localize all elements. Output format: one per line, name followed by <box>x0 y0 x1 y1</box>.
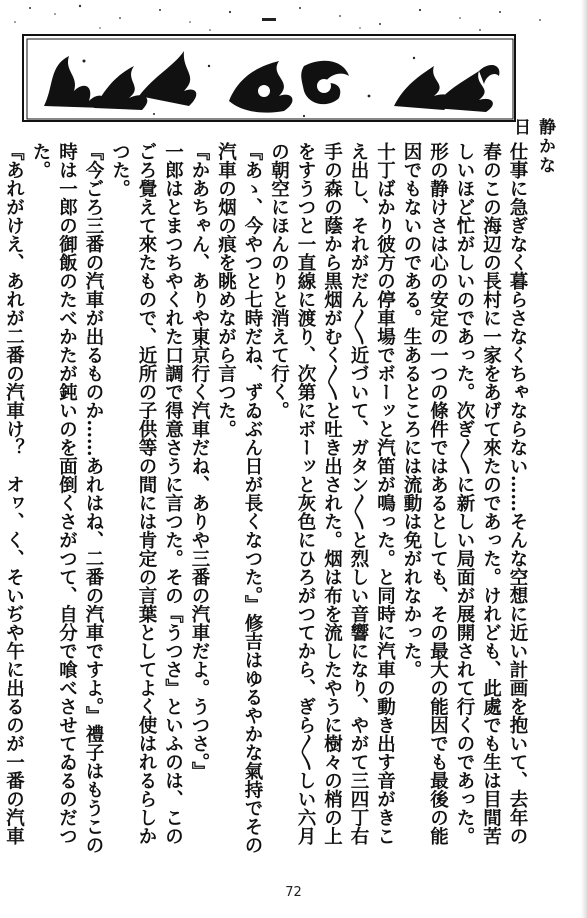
paragraph: 『かあちゃん、ありや東京行く汽車だね、ありや三番の汽車だよ。うつさ。』 <box>189 142 210 781</box>
decorative-flame-banner <box>24 36 518 124</box>
paragraph: 仕事に急ぎなく暮らさなくちゃならない……そんな空想に近い計画を抱いて、去年の春のこの海辺の長村に一家をあげて來たのであった。けれども、此處でも生は目間苦しいほど忙がしいのであった。次ぎ〳〵に新しい局面が展開されて行くのであった。形の静けさは心の安定の一つの條件ではあるとしても、その最大の能因でも最後の能因でもないのである。生あるところには流動は免がれなかった。 <box>401 142 528 845</box>
paragraph: 『あれがけえ、あれが二番の汽車け？ オヮ、く、そいぢや午に出るのが一番の汽車 <box>3 142 25 845</box>
chapter-subtitle: 静かな日 <box>510 118 555 175</box>
paragraph: 『あゝ、今やつと七時だね、ずゐぶん日が長くなつた。』修吉はゆるやかな氣持でその汽車の烟の痕を眺めながら言つた。 <box>215 142 263 855</box>
scan-edge <box>581 0 587 918</box>
paragraph: 十丁ばかり彼方の停車場でボーッと汽笛が鳴った。と同時に汽車の動き出す音がきこえ出し、それがだん〳〵近づいて、ガタン〳〵と烈しい音響になり、やがて三四丁右手の森の蔭から黒烟がむく〳〵と吐き出された。烟は布を流したやうに樹々の梢の上をすうつと一直線に渡り、次第にボーッと灰色にひろがつてから、ぎら〳〵しい六月の朝空にほんのりと消えて行く。 <box>268 142 396 845</box>
paragraph: 『今ごろ三番の汽車が出るものか……あれはね、二番の汽車ですよ。』禮子はもうこの時は一郎の御飯のたべかたが鈍いのを面倒くさがつて、自分で喰べさせてゐるのだつた。 <box>30 142 104 855</box>
paragraph: 一郎はとまつちやくれた口調で得意さうに言つた。その『うつさ』といふのは、このごろ覺えて來たもので、近所の子供等の間には肯定の言葉としてよく使はれるらしかつた。 <box>109 142 184 845</box>
page-number: 72 <box>285 885 302 900</box>
title-banner <box>22 34 516 122</box>
body-text <box>3 142 530 858</box>
